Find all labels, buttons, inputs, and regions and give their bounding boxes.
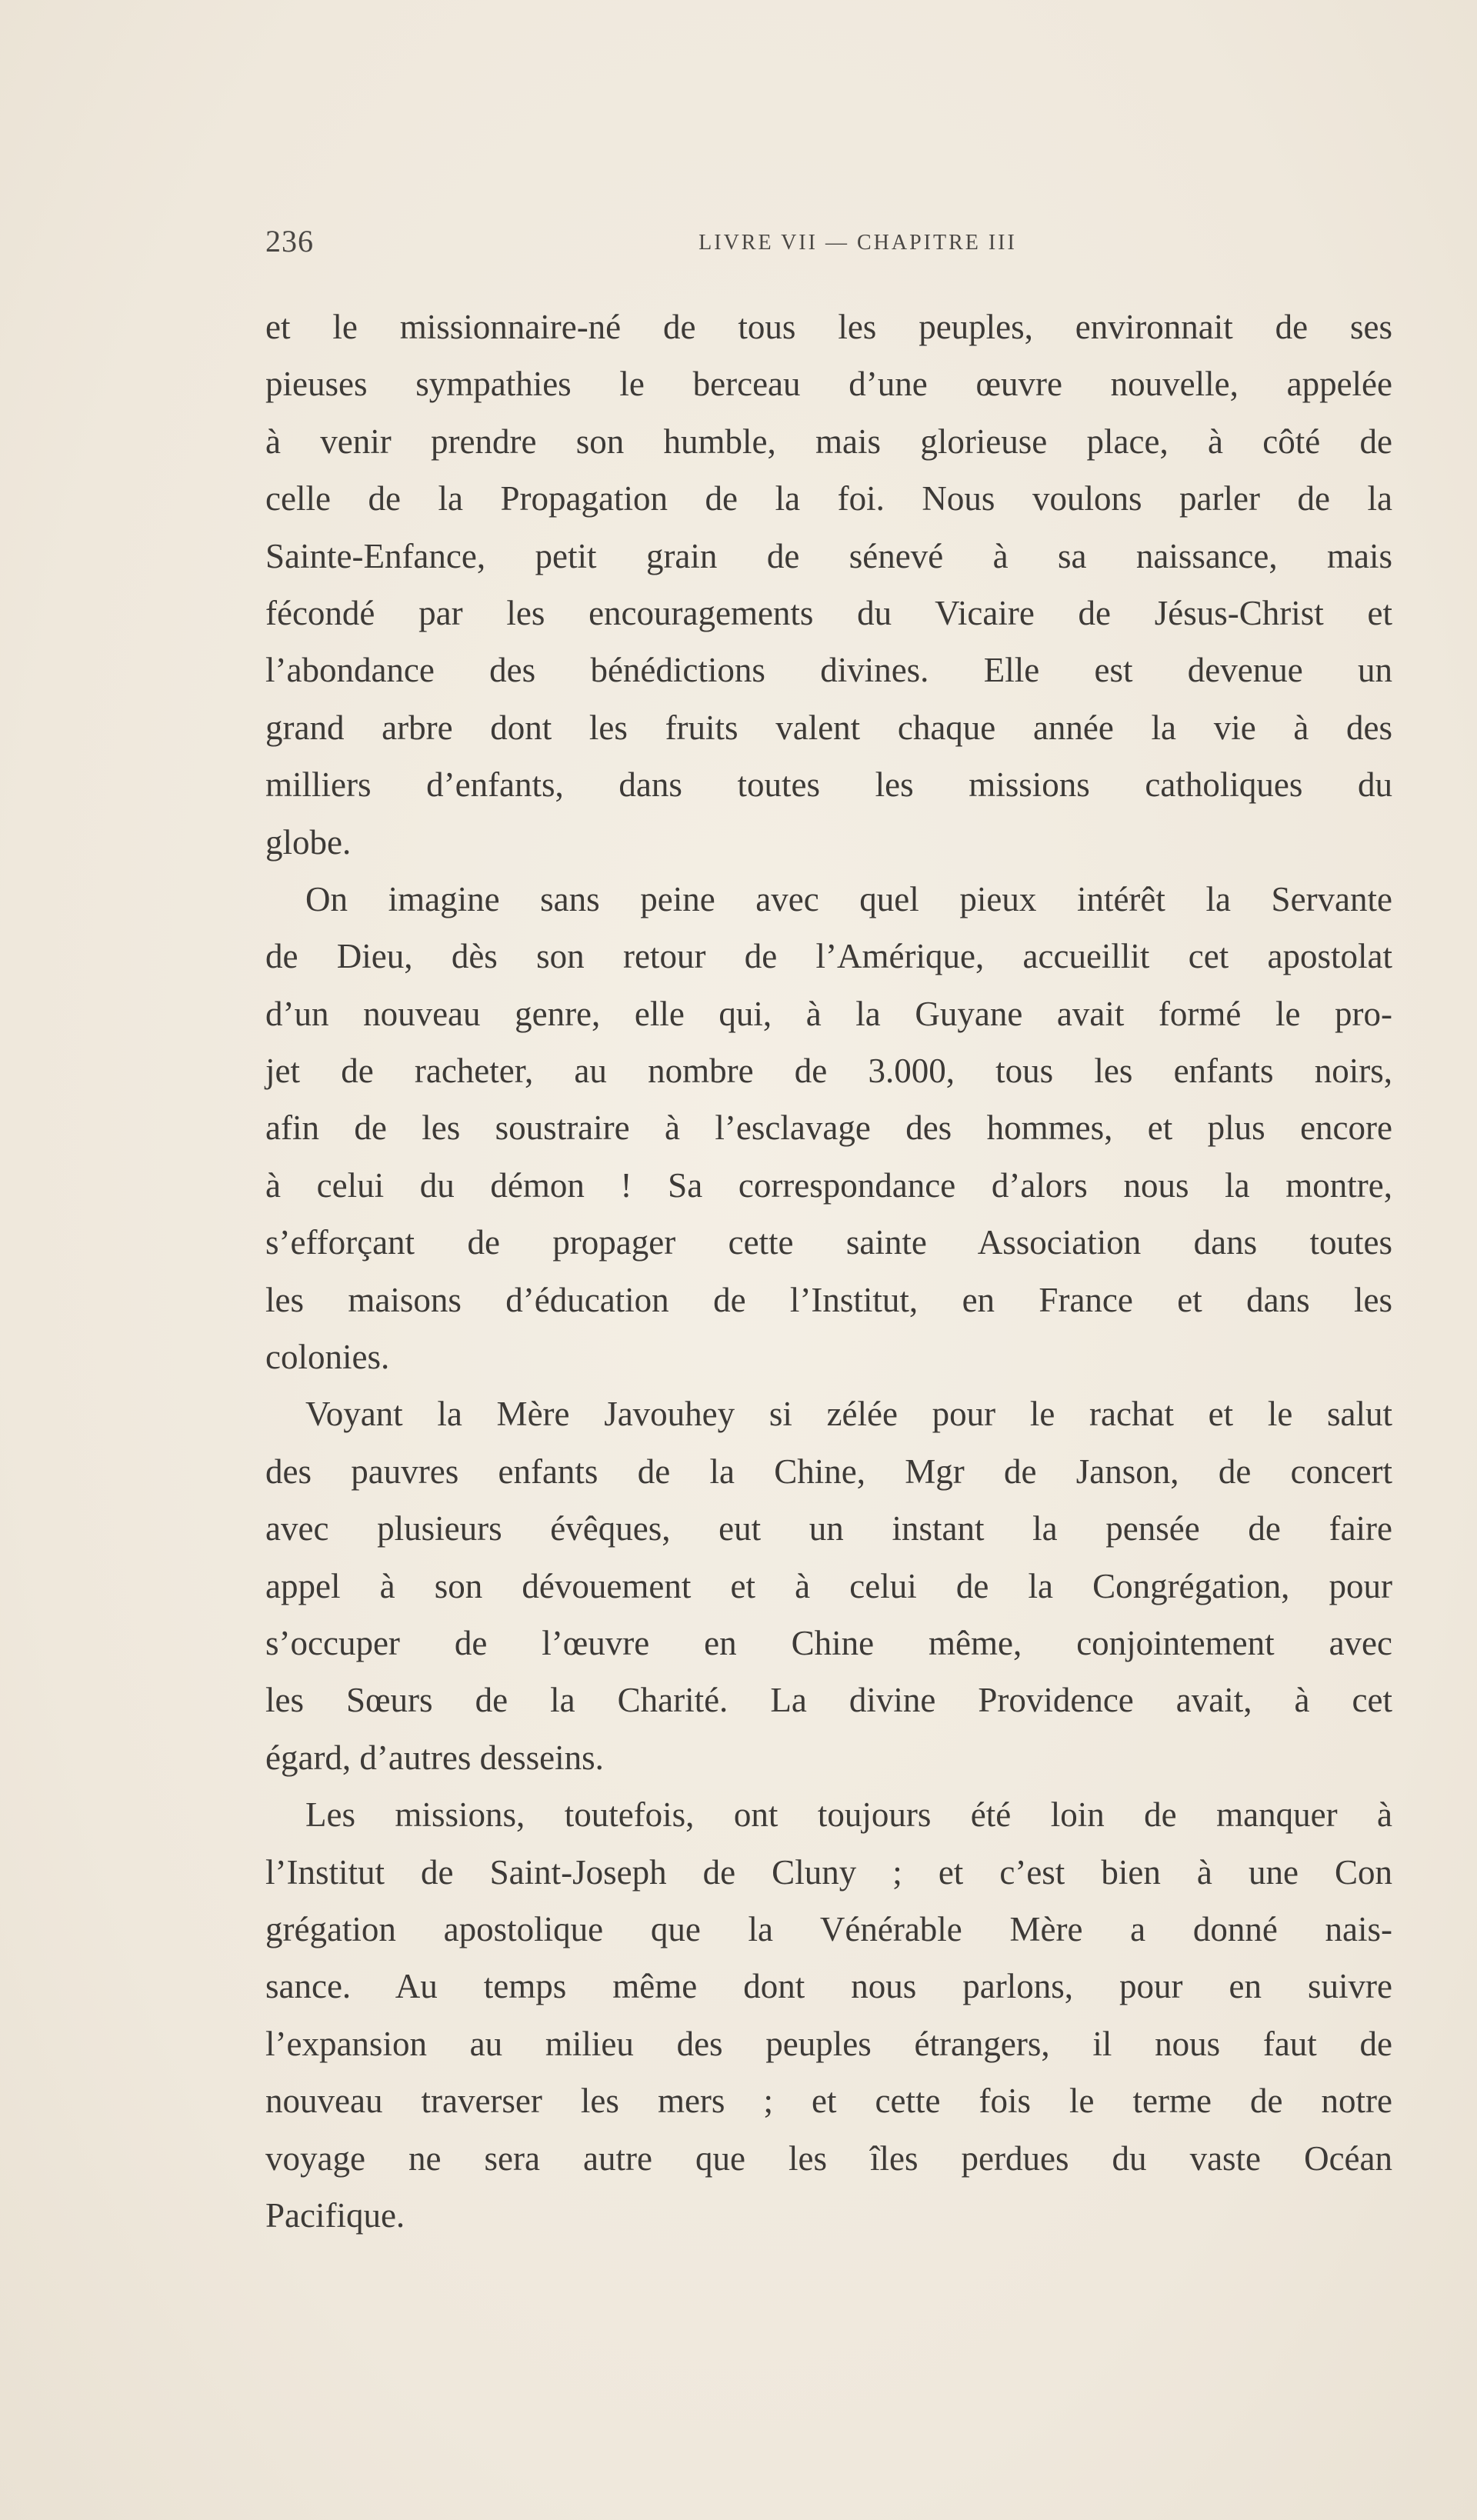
- text-line: sance. Au temps même dont nous parlons, pour en suivre: [265, 1967, 1392, 2006]
- text-line: Voyant la Mère Javouhey si zélée pour le rachat et le salut: [305, 1395, 1392, 1434]
- text-line: On imagine sans peine avec quel pieux intérêt la Servante: [305, 879, 1392, 918]
- text-line: Les missions, toutefois, ont toujours été loin de manquer à: [305, 1795, 1392, 1835]
- body-text: [265, 298, 1392, 2244]
- text-line: colonies.: [265, 1338, 390, 1377]
- text-line: afin de les soustraire à l’esclavage des hommes, et plus encore: [265, 1108, 1392, 1148]
- text-line: d’un nouveau genre, elle qui, à la Guyane avait formé le pro-: [265, 994, 1392, 1033]
- text-line: et le missionnaire-né de tous les peuples, environnait de ses: [265, 308, 1392, 346]
- text-line: s’occuper de l’œuvre en Chine même, conjointement avec: [265, 1623, 1392, 1662]
- text-line: l’expansion au milieu des peuples étrangers, il nous faut de: [265, 2024, 1392, 2063]
- text-line: Sainte-Enfance, petit grain de sénevé à sa naissance, mais: [265, 536, 1392, 575]
- text-line: de Dieu, dès son retour de l’Amérique, accueillit cet apostolat: [265, 937, 1392, 976]
- text-line: jet de racheter, au nombre de 3.000, tous les enfants noirs,: [265, 1052, 1392, 1091]
- text-line: pieuses sympathies le berceau d’une œuvre nouvelle, appelée: [265, 365, 1392, 404]
- text-line: appel à son dévouement et à celui de la Congrégation, pour: [265, 1566, 1392, 1605]
- text-line: l’abondance des bénédictions divines. Elle est devenue un: [265, 651, 1392, 690]
- text-line: à venir prendre son humble, mais glorieuse place, à côté de: [265, 422, 1392, 461]
- text-line: celle de la Propagation de la foi. Nous voulons parler de la: [265, 479, 1392, 518]
- text-line: l’Institut de Saint-Joseph de Cluny ; et c’est bien à une Con: [265, 1852, 1392, 1892]
- running-head: LIVRE VII — CHAPITRE III: [698, 231, 1017, 255]
- page-header: [265, 223, 1392, 269]
- page-number: 236: [265, 224, 314, 258]
- text-line: à celui du démon ! Sa correspondance d’alors nous la montre,: [265, 1165, 1392, 1205]
- text-line: nouveau traverser les mers ; et cette fois le terme de notre: [265, 2082, 1392, 2121]
- text-line: fécondé par les encouragements du Vicaire de Jésus-Christ et: [265, 593, 1392, 632]
- text-line: avec plusieurs évêques, eut un instant la pensée de faire: [265, 1509, 1392, 1548]
- text-line: voyage ne sera autre que les îles perdues du vaste Océan: [265, 2138, 1392, 2178]
- text-line: globe.: [265, 822, 352, 862]
- text-line: Pacifique.: [265, 2195, 405, 2235]
- text-line: les maisons d’éducation de l’Institut, en France et dans les: [265, 1280, 1392, 1319]
- text-line: grégation apostolique que la Vénérable Mère a donné nais-: [265, 1909, 1392, 1948]
- text-line: des pauvres enfants de la Chine, Mgr de Janson, de concert: [265, 1452, 1392, 1491]
- text-line: égard, d’autres desseins.: [265, 1738, 604, 1777]
- text-line: s’efforçant de propager cette sainte Association dans toutes: [265, 1223, 1392, 1262]
- text-line: les Sœurs de la Charité. La divine Providence avait, à cet: [265, 1681, 1392, 1720]
- text-line: milliers d’enfants, dans toutes les missions catholiques du: [265, 765, 1392, 805]
- text-line: grand arbre dont les fruits valent chaque année la vie à des: [265, 708, 1392, 747]
